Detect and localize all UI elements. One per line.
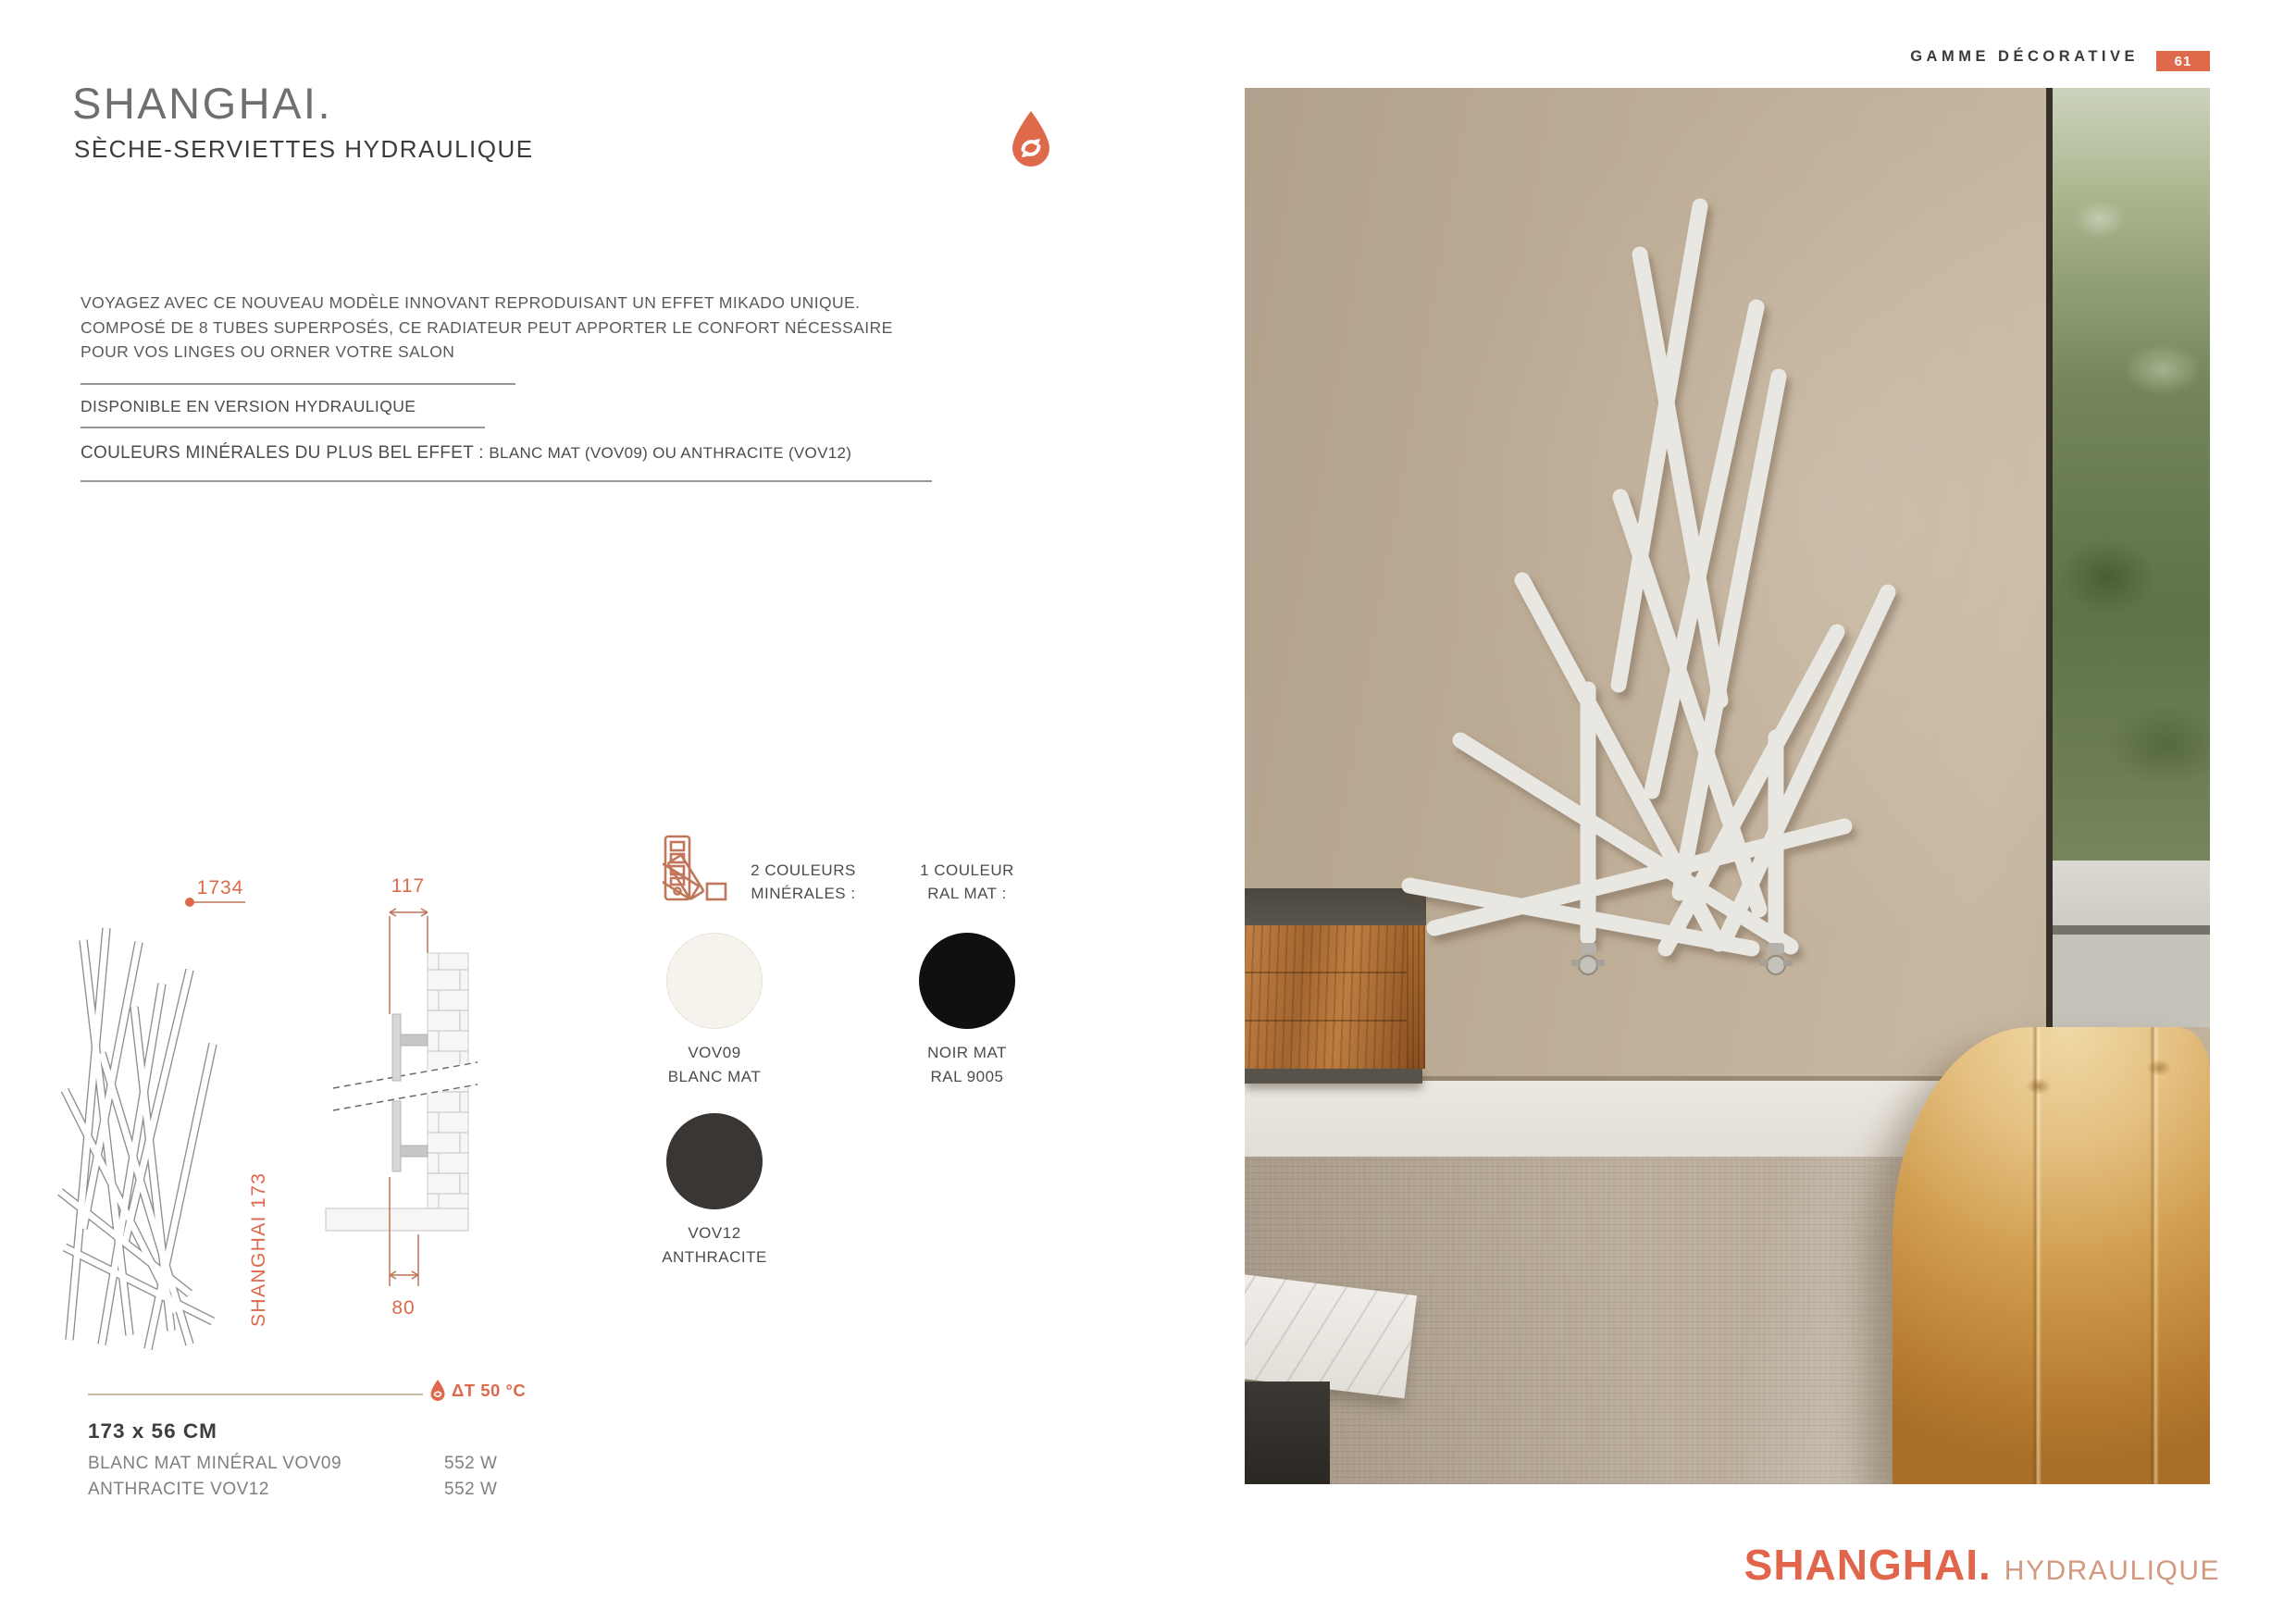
footer-model-name: SHANGHAI.: [1744, 1541, 1992, 1589]
spec-power: 552 W: [444, 1454, 498, 1473]
spec-table: [88, 1451, 497, 1503]
size-heading: 173 x 56 CM: [88, 1419, 217, 1443]
section-label: GAMME DÉCORATIVE: [1910, 48, 2139, 65]
group-title-line: 1 COULEUR: [920, 861, 1014, 879]
divider: [81, 427, 485, 428]
description-line: COMPOSÉ DE 8 TUBES SUPERPOSÉS, CE RADIATEUR PEUT APPORTER LE CONFORT NÉCESSAIRE: [81, 317, 893, 337]
group-title-line: MINÉRALES :: [751, 885, 856, 902]
delta-t-value: ΔT 50 °C: [452, 1381, 527, 1400]
swatch-label-blanc-mat: [622, 1041, 807, 1089]
minerales-group-title: [711, 859, 896, 905]
swatch-anthracite: [666, 1113, 763, 1209]
swatch-code: VOV12: [688, 1224, 741, 1242]
photo-marble-table-leg: [1245, 1381, 1330, 1484]
spec-finish: ANTHRACITE VOV12: [88, 1480, 269, 1499]
svg-text:80: 80: [391, 1297, 416, 1319]
group-title-line: 2 COULEURS: [751, 861, 856, 879]
description-line: POUR VOS LINGES OU ORNER VOTRE SALON: [81, 342, 455, 361]
feature-couleurs-main: COULEURS MINÉRALES DU PLUS BEL EFFET :: [81, 443, 490, 463]
swatch-label-anthracite: [622, 1221, 807, 1270]
svg-text:117: 117: [391, 875, 426, 897]
page-title: SHANGHAI.: [72, 79, 333, 128]
feature-couleurs-detail: BLANC MAT (VOV09) OU ANTHRACITE (VOV12): [489, 444, 852, 462]
model-dimension-label: SHANGHAI 173: [248, 1171, 269, 1327]
description-line: VOYAGEZ AVEC CE NOUVEAU MODÈLE INNOVANT REPRODUISANT UN EFFET MIKADO UNIQUE.: [81, 293, 861, 312]
swatch-code: VOV09: [688, 1044, 741, 1061]
swatch-name: RAL 9005: [930, 1068, 1004, 1085]
feature-couleurs: [81, 443, 851, 464]
spec-row: [88, 1451, 497, 1477]
page-number-badge: 61: [2156, 51, 2210, 71]
feature-hydraulique: DISPONIBLE EN VERSION HYDRAULIQUE: [81, 397, 416, 415]
footer-variant: HYDRAULIQUE: [2004, 1555, 2220, 1586]
water-drop-circulation-icon: [1009, 109, 1053, 173]
photo-leather-pouf: [1893, 1027, 2210, 1484]
divider: [88, 1394, 423, 1395]
page-subtitle: SÈCHE-SERVIETTES HYDRAULIQUE: [74, 135, 534, 163]
divider: [81, 383, 515, 385]
footer-model-line: [1744, 1540, 2220, 1590]
ral-group-title: [875, 859, 1060, 905]
group-title-line: RAL MAT :: [927, 885, 1007, 902]
divider: [81, 480, 932, 482]
spec-row: [88, 1477, 497, 1503]
svg-text:1734: 1734: [196, 877, 244, 898]
swatch-noir-mat: [919, 933, 1015, 1029]
swatch-blanc-mat: [666, 933, 763, 1029]
ambiance-photo: [1245, 88, 2210, 1484]
swatch-name: ANTHRACITE: [662, 1248, 767, 1266]
spec-finish: BLANC MAT MINÉRAL VOV09: [88, 1454, 342, 1473]
mikado-front-view: [60, 928, 213, 1349]
height-dimension: [185, 877, 245, 907]
swatch-label-noir-mat: [875, 1041, 1060, 1089]
delta-t-drop-icon: [429, 1379, 446, 1406]
product-description: [81, 291, 893, 365]
swatch-code: NOIR MAT: [927, 1044, 1007, 1061]
swatch-name: BLANC MAT: [667, 1068, 762, 1085]
spec-power: 552 W: [444, 1480, 498, 1499]
side-view: [326, 875, 478, 1319]
